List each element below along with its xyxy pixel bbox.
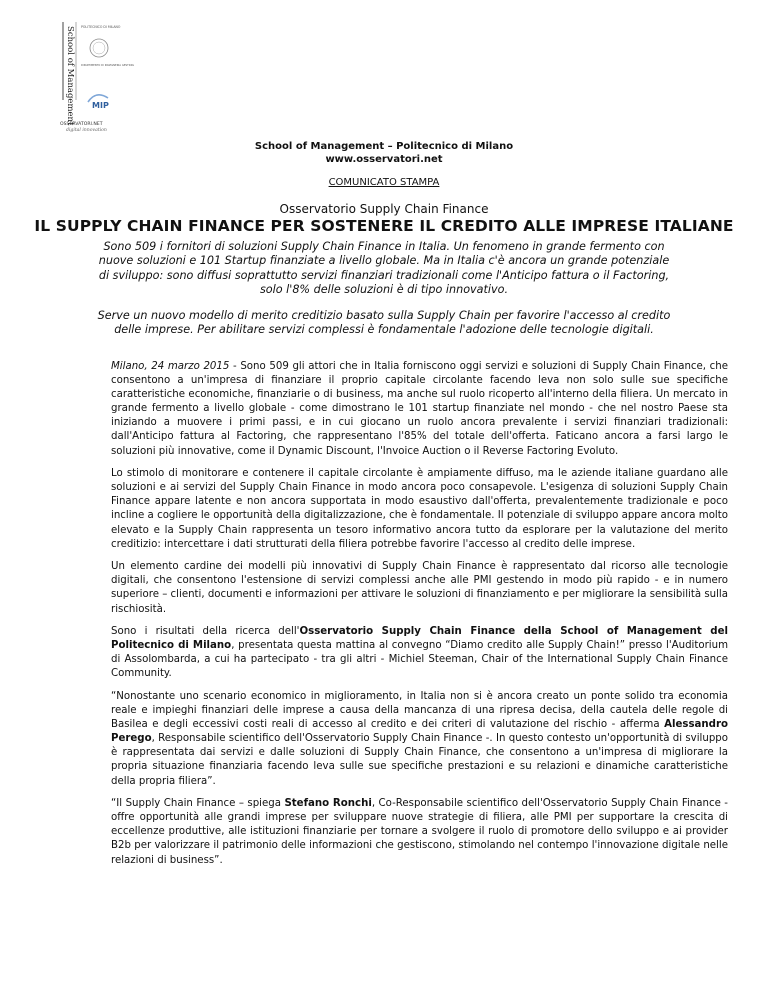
article-body [111,360,728,876]
paragraph-5 [111,690,728,789]
logo-dept-text: DIPARTIMENTO DI INGEGNERIA GESTIONALE [81,64,134,67]
paragraph-6-part-a: “Il Supply Chain Finance – spiega [111,798,285,810]
header-website-line: www.osservatori.net [325,154,443,165]
logo-osservatori-text: OSSERVATORI.NET [60,122,103,127]
logo-seal-icon [90,39,108,57]
dateline: Milano, 24 marzo 2015 [111,361,230,372]
paragraph-6-part-c: , Co-Responsabile scientifico dell'Osservatorio Supply Chain Finance - offre opportunità alle grandi imprese per sviluppare nuove strategie di filiera, alle PMI per supportare la crescita di eccellenze produttive, alle istituzioni finanziarie per tornare a svolgere il ruolo di promotore dello sviluppo e ai provider B2b per valorizzare il patrimonio delle informazioni che gestiscono, stimolando nel contempo l'innovazione digitale nelle relazioni di business”. [111,798,728,866]
observatory-name: Osservatorio Supply Chain Finance [279,202,489,216]
paragraph-6 [111,797,728,867]
logo-mip-text: MIP [92,101,109,110]
paragraph-4-bold: Osservatorio Supply Chain Finance della School of Management del Politecnico di Milano [111,626,728,652]
subtitle-2: Serve un nuovo modello di merito creditizio basato sulla Supply Chain per favorire l'accesso al credito delle imprese. Per abilitare servizi complessi è fondamentale l'adozione delle tecnologie digitali. [97,309,671,337]
paragraph-3: Un elemento cardine dei modelli più innovativi di Supply Chain Finance è rappresentato dal ricorso alle tecnologie digitali, che consentono l'estensione di servizi complessi anche alle PMI gestendo in modo più rapido - e in numero superiore – clienti, documenti e informazioni per attivare le soluzioni di finanziamento e per migliorare la sensibilità sulla rischiosità. [111,561,729,615]
subtitle-1: Sono 509 i fornitori di soluzioni Supply Chain Finance in Italia. Un fenomeno in grande fermento con nuove soluzioni e 101 Startup finanziate a livello globale. Ma in Italia c'è ancora un grande potenziale di sviluppo: sono diffusi soprattutto servizi finanziari tradizionali come l'Anticipo fattura o il Factoring, solo l'8% delle soluzioni è di tipo innovativo. [98,240,670,297]
school-logo [54,22,134,150]
paragraph-5-part-c: , Responsabile scientifico dell'Osservatorio Supply Chain Finance -. In questo contesto un'opportunità di sviluppo è rappresentata dai servizi e dalle soluzioni di Supply Chain Finance, che consentono a un'impresa di migliorare la propria situazione finanziaria facendo leva sulle sue specifiche prestazioni e su relazioni e dinamiche caratteristiche della propria filiera”. [111,733,728,787]
paragraph-6-bold: Stefano Ronchi [284,798,372,810]
paragraph-4 [111,625,728,681]
logo-digital-text: digital innovation [66,128,107,133]
paragraph-1-text: - Sono 509 gli attori che in Italia forniscono oggi servizi e soluzioni di Supply Chain Finance, che consentono a un'impresa di finanziare il proprio capitale circolante facendo leva non solo sulle sue specifiche caratteristiche economiche, finanziarie o di business, ma anche sul ruolo ricoperto all'interno della filiera. Un mercato in grande fermento a livello globale - come dimostrano le 101 startup finanziate nel mondo - che nel nostro Paese sta iniziando a muovere i primi passi, e in cui giocano un ruolo ancora prevalente i servizi finanziari tradizionali: dall'Anticipo fattura al Factoring, che rappresentano l'85% del totale dell'offerta. Faticano ancora a farsi largo le soluzioni più innovative, come il Dynamic Discount, l'Invoice Auction o il Reverse Factoring Evoluto. [111,361,728,457]
header-school-line: School of Management – Politecnico di Milano [254,141,514,152]
paragraph-5-part-a: “Nonostante uno scenario economico in miglioramento, in Italia non si è ancora creato un ponte solido tra economia reale e impieghi finanziari delle imprese a causa della mancanza di una ripresa decisa, della cautela delle regole di Basilea e degli eccessivi costi reali di accesso al credito e dei criteri di valutazione del rischio - afferma [111,690,728,731]
header-block [0,140,768,166]
comunicato-stampa-label: COMUNICATO STAMPA [328,177,440,188]
paragraph-5-bold: Alessandro Perego [111,719,728,745]
paragraph-4-part-c: , presentata questa mattina al convegno “Diamo credito alle Supply Chain!” presso l'Auditorium di Assolombarda, a cui ha partecipato - tra gli altri - Michiel Steeman, Chair of the International Supply Chain Finance Community. [111,640,728,680]
paragraph-4-part-a: Sono i risultati della ricerca dell' [111,626,300,638]
logo-graphic [54,22,134,150]
page-title: IL SUPPLY CHAIN FINANCE PER SOSTENERE IL CREDITO ALLE IMPRESE ITALIANE [34,217,734,235]
logo-politecnico-text: POLITECNICO DI MILANO [81,25,121,29]
logo-school-text: School of Management [65,26,75,126]
paragraph-2: Lo stimolo di monitorare e contenere il capitale circolante è ampiamente diffuso, ma le aziende italiane guardano alle soluzioni e ai servizi del Supply Chain Finance in modo ancora poco consapevole. L'esigenza di soluzioni Supply Chain Finance appare latente e non ancora supportata in modo esaustivo dall'offerta, prevalentemente tradizionale e poco incline a cogliere le opportunità della digitalizzazione, che è fondamentale. Il potenziale di sviluppo appare ancora molto elevato e la Supply Chain rappresenta un tesoro informativo ancora tutto da esplorare per la valutazione del merito creditizio: intercettare i dati strutturati della filiera potrebbe favorire l'accesso al credito delle imprese. [111,468,728,550]
paragraph-1 [111,360,728,459]
